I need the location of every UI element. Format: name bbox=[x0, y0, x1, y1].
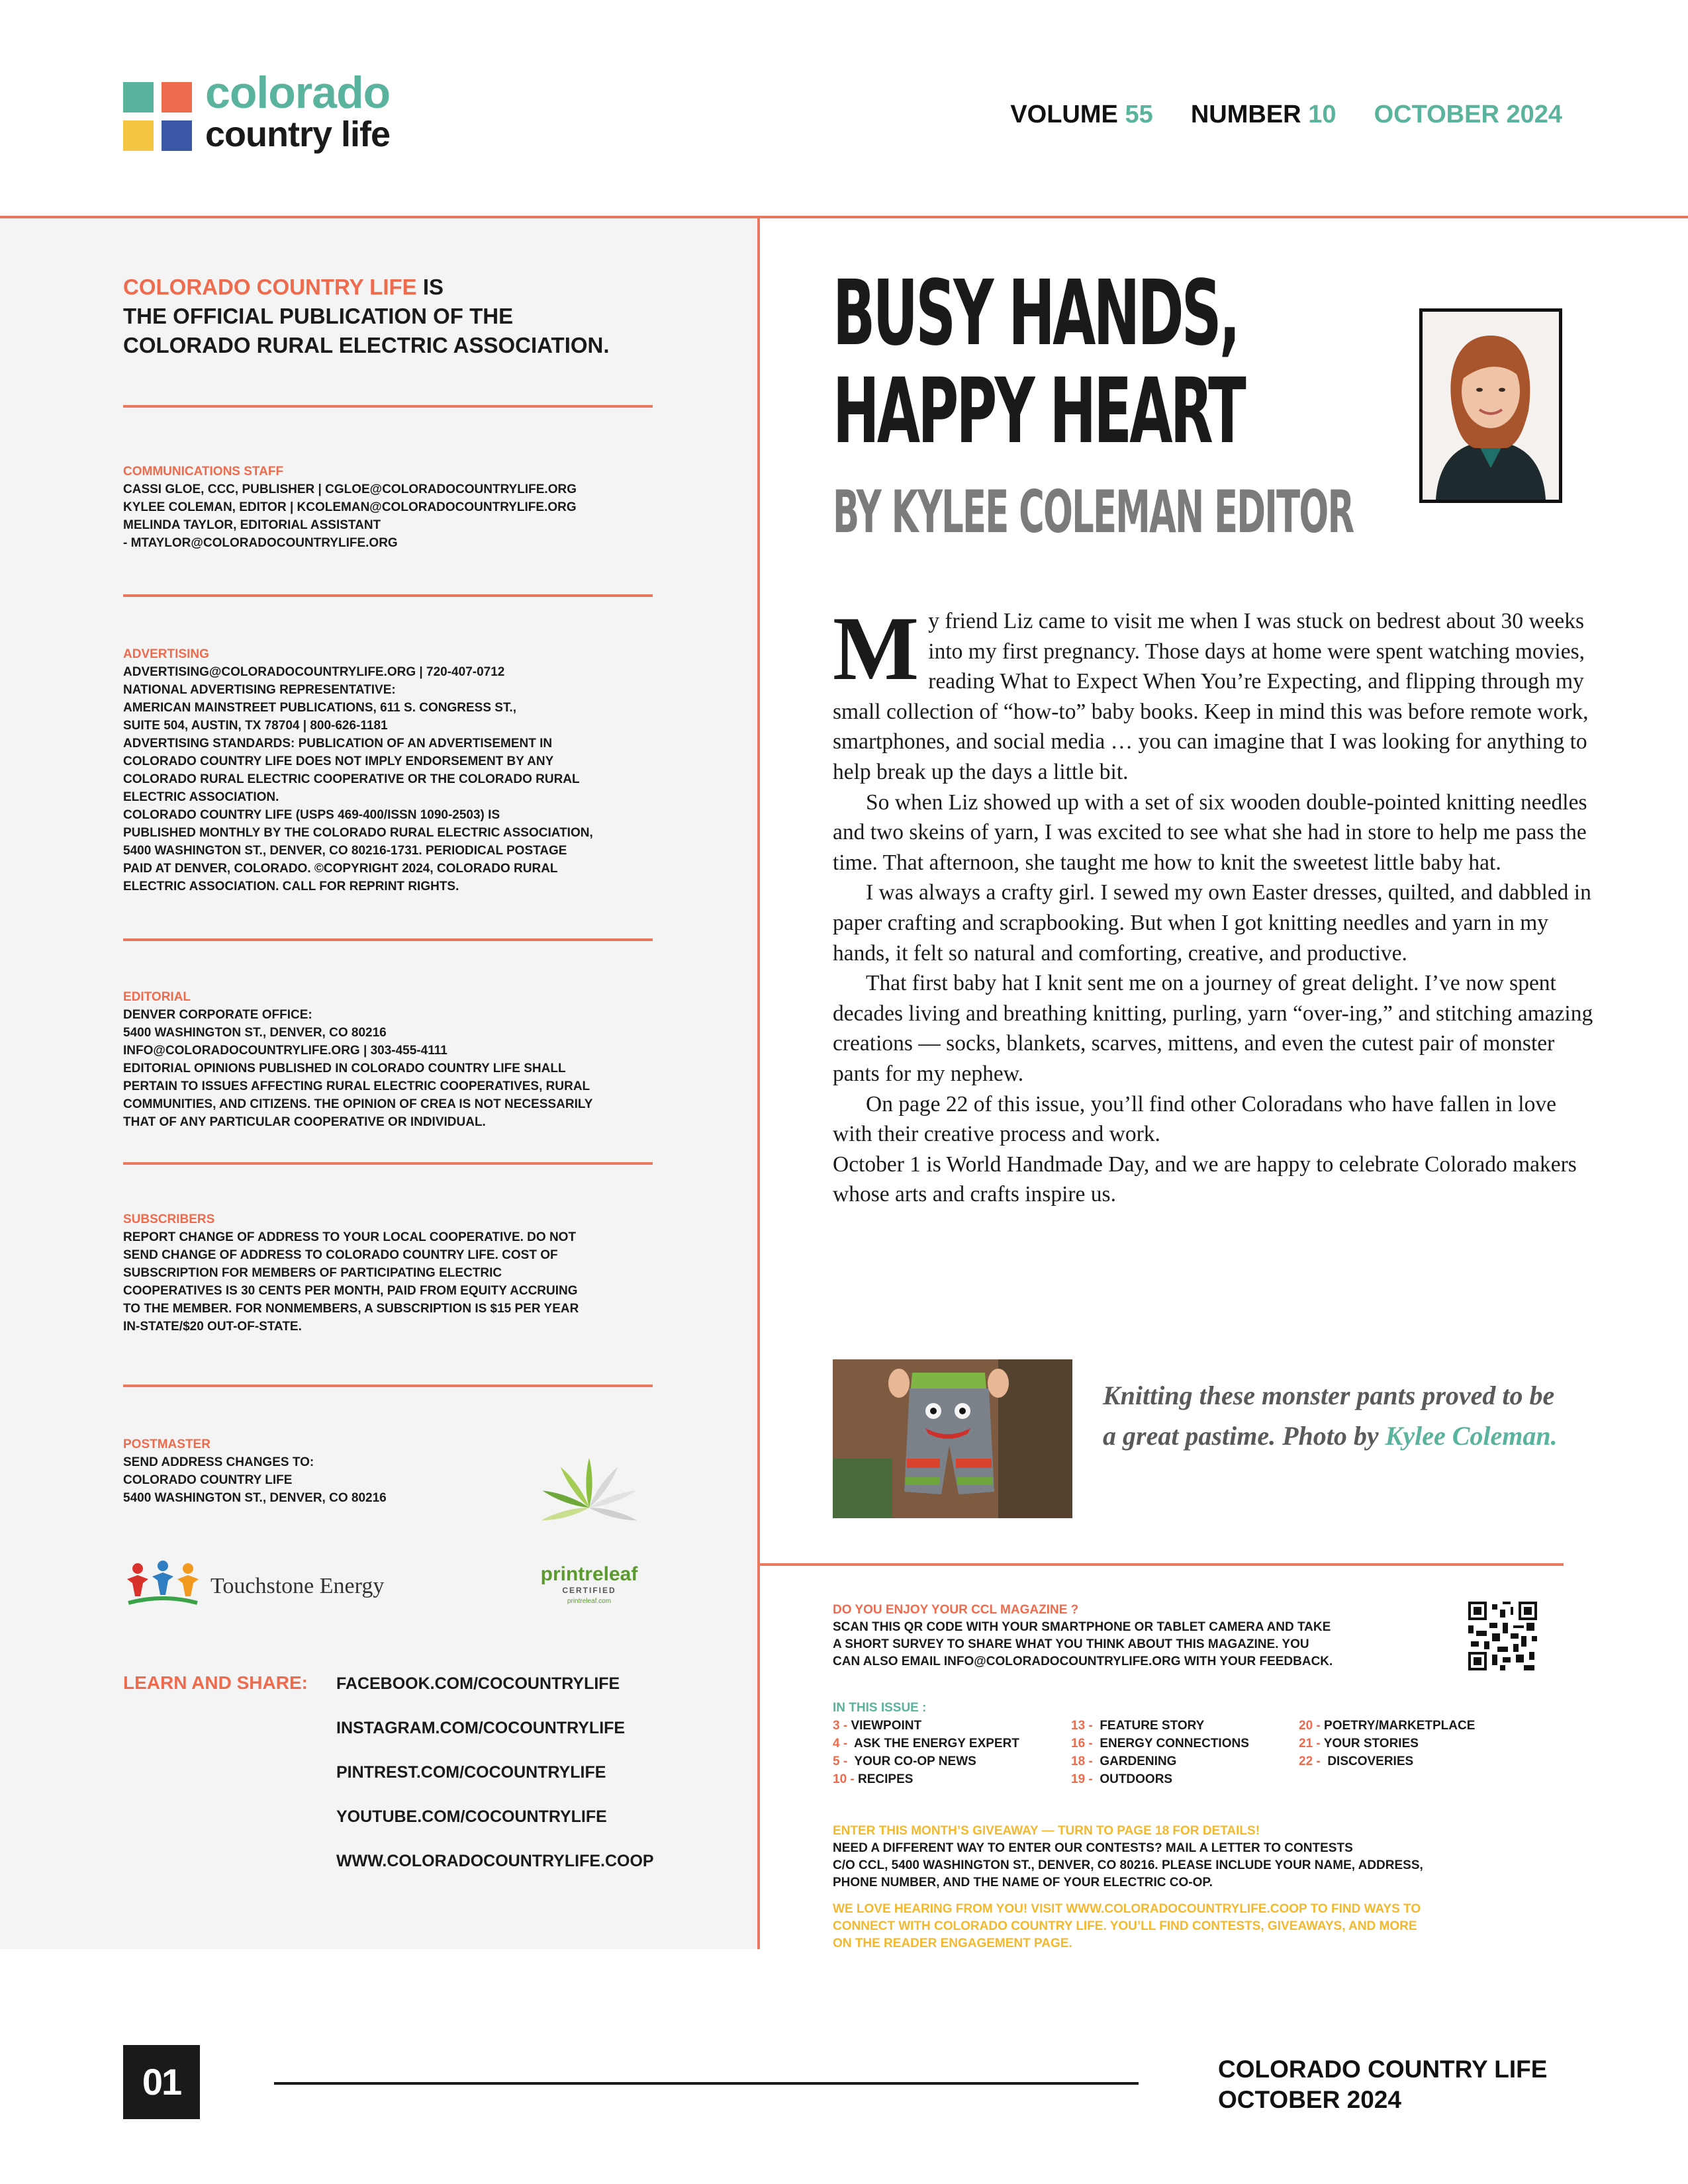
advertising-line: SUITE 504, AUSTIN, TX 78704 | 800-626-1181 bbox=[123, 719, 388, 733]
toc-title: ENERGY CONNECTIONS bbox=[1100, 1737, 1249, 1751]
toc-item bbox=[1071, 1717, 1249, 1735]
toc-column-1 bbox=[833, 1717, 1019, 1788]
official-text-1: IS bbox=[416, 275, 444, 299]
toc-item bbox=[833, 1770, 1019, 1788]
editorial-line: EDITORIAL OPINIONS PUBLISHED IN COLORADO COUNTRY LIFE SHALL bbox=[123, 1062, 566, 1075]
advertising-section bbox=[123, 646, 673, 895]
headline-line-1: BUSY HANDS, bbox=[833, 261, 1239, 366]
advertising-line: PUBLISHED MONTHLY BY THE COLORADO RURAL ELECTRIC ASSOCIATION, bbox=[123, 826, 593, 840]
volume-value: 55 bbox=[1125, 101, 1153, 128]
social-link-pinterest[interactable]: PINTREST.COM/COCOUNTRYLIFE bbox=[336, 1763, 606, 1782]
subscribers-line: IN-STATE/$20 OUT-OF-STATE. bbox=[123, 1320, 302, 1334]
editorial-section bbox=[123, 989, 673, 1131]
advertising-line: COLORADO RURAL ELECTRIC COOPERATIVE OR THE COLORADO RURAL bbox=[123, 772, 580, 786]
toc-page-number: 13 - bbox=[1071, 1719, 1093, 1733]
article-paragraph: October 1 is World Handmade Day, and we are happy to celebrate Colorado makers whose arts and crafts inspire us. bbox=[833, 1152, 1577, 1207]
logo-text-line2: country life bbox=[205, 114, 391, 154]
toc-item bbox=[1299, 1752, 1475, 1770]
leaf-icon bbox=[530, 1448, 649, 1561]
monster-pants-photo bbox=[833, 1359, 1072, 1518]
toc-item bbox=[1071, 1735, 1249, 1752]
staff-line: MELINDA TAYLOR, EDITORIAL ASSISTANT bbox=[123, 518, 381, 532]
advertising-line: PAID AT DENVER, COLORADO. ©COPYRIGHT 2024, COLORADO RURAL bbox=[123, 862, 558, 876]
article-paragraph: That first baby hat I knit sent me on a journey of great delight. I’ve now spent decades living and breathing knitting, purling, yarn “over-ing,” and stitching amazing creations — socks, blankets, scarves, mittens, and even the cutest pair of monster pants for my nephew. bbox=[833, 971, 1593, 1086]
editorial-heading: EDITORIAL bbox=[123, 990, 191, 1004]
toc-heading-text: IN THIS ISSUE : bbox=[833, 1701, 927, 1715]
left-divider bbox=[123, 594, 653, 597]
toc-column-3 bbox=[1299, 1717, 1475, 1770]
monster-pants-image bbox=[833, 1359, 1072, 1518]
footer-title bbox=[1218, 2054, 1547, 2115]
footer-publication: COLORADO COUNTRY LIFE bbox=[1218, 2056, 1548, 2083]
article-byline: BY KYLEE COLEMAN EDITOR bbox=[833, 478, 1354, 546]
article-paragraph: I was always a crafty girl. I sewed my own Easter dresses, quilted, and dabbled in paper crafting and scrapbooking. But when I got knitting needles and yarn in my hands, it felt so natural and comforting, creative, and productive. bbox=[833, 880, 1591, 966]
caption-credit: Kylee Coleman. bbox=[1385, 1421, 1558, 1451]
toc-title: DISCOVERIES bbox=[1327, 1754, 1414, 1768]
volume-label: VOLUME bbox=[1010, 101, 1118, 128]
editorial-line: THAT OF ANY PARTICULAR COOPERATIVE OR INDIVIDUAL. bbox=[123, 1115, 486, 1129]
issue-date: OCTOBER 2024 bbox=[1374, 101, 1562, 128]
touchstone-energy-logo bbox=[123, 1559, 401, 1612]
left-divider bbox=[123, 938, 653, 941]
issue-info bbox=[1010, 98, 1562, 131]
editorial-line: DENVER CORPORATE OFFICE: bbox=[123, 1008, 312, 1022]
advertising-line: AMERICAN MAINSTREET PUBLICATIONS, 611 S. CONGRESS ST., bbox=[123, 701, 517, 715]
survey-line: CAN ALSO EMAIL INFO@COLORADOCOUNTRYLIFE.ORG WITH YOUR FEEDBACK. bbox=[833, 1655, 1333, 1668]
toc-page-number: 21 - bbox=[1299, 1737, 1321, 1751]
survey-section bbox=[833, 1602, 1442, 1670]
toc-item bbox=[1299, 1735, 1475, 1752]
toc-item bbox=[1071, 1770, 1249, 1788]
toc-column-2 bbox=[1071, 1717, 1249, 1788]
toc-title: YOUR CO-OP NEWS bbox=[854, 1754, 976, 1768]
staff-heading: COMMUNICATIONS STAFF bbox=[123, 465, 284, 478]
people-icon bbox=[123, 1559, 203, 1612]
toc-title: ASK THE ENERGY EXPERT bbox=[854, 1737, 1019, 1751]
number-value: 10 bbox=[1308, 101, 1336, 128]
engagement-line: WE LOVE HEARING FROM YOU! VISIT WWW.COLORADOCOUNTRYLIFE.COOP TO FIND WAYS TO bbox=[833, 1902, 1421, 1916]
giveaway-heading: ENTER THIS MONTH’S GIVEAWAY — TURN TO PAGE 18 FOR DETAILS! bbox=[833, 1824, 1260, 1838]
postmaster-line: 5400 WASHINGTON ST., DENVER, CO 80216 bbox=[123, 1491, 387, 1505]
left-divider bbox=[123, 405, 653, 408]
survey-line: A SHORT SURVEY TO SHARE WHAT YOU THINK ABOUT THIS MAGAZINE. YOU bbox=[833, 1637, 1309, 1651]
editorial-line: 5400 WASHINGTON ST., DENVER, CO 80216 bbox=[123, 1026, 387, 1040]
staff-line: - MTAYLOR@COLORADOCOUNTRYLIFE.ORG bbox=[123, 536, 398, 550]
logo-square-blue bbox=[162, 120, 192, 151]
postmaster-line: SEND ADDRESS CHANGES TO: bbox=[123, 1455, 314, 1469]
number-label: NUMBER bbox=[1190, 101, 1301, 128]
advertising-line: ADVERTISING@COLORADOCOUNTRYLIFE.ORG | 720-407-0712 bbox=[123, 665, 505, 679]
toc-item bbox=[833, 1752, 1019, 1770]
toc-item bbox=[833, 1717, 1019, 1735]
advertising-line: ELECTRIC ASSOCIATION. CALL FOR REPRINT RIGHTS. bbox=[123, 880, 459, 893]
footer-rule bbox=[274, 2082, 1139, 2085]
headline-line-2: HAPPY HEART bbox=[833, 359, 1244, 464]
toc-page-number: 19 - bbox=[1071, 1772, 1093, 1786]
contest-line: C/O CCL, 5400 WASHINGTON ST., DENVER, CO 80216. PLEASE INCLUDE YOUR NAME, ADDRESS, bbox=[833, 1858, 1423, 1872]
toc-page-number: 5 - bbox=[833, 1754, 848, 1768]
article-paragraph: So when Liz showed up with a set of six wooden double-pointed knitting needles and two skeins of yarn, I was excited to see what she had in store to help me pass the time. That afternoon, she taught me how to knit the sweetest little baby hat. bbox=[833, 790, 1587, 875]
toc-heading bbox=[833, 1700, 926, 1717]
paragraph-1-text: y friend Liz came to visit me when I was stuck on bedrest about 30 weeks into my first pregnancy. Those days at home were spent watching movies, reading What to Expect When You’re Expecting, and flipping through my small collection of “how-to” baby books. Keep in mind this was before remote work, smartphones, and social media … you can imagine that I was looking for anything to help break up the days a little bit. bbox=[833, 609, 1589, 784]
logo-square-teal bbox=[123, 82, 154, 113]
staff-line: KYLEE COLEMAN, EDITOR | KCOLEMAN@COLORADOCOUNTRYLIFE.ORG bbox=[123, 500, 577, 514]
toc-page-number: 4 - bbox=[833, 1737, 848, 1751]
advertising-line: NATIONAL ADVERTISING REPRESENTATIVE: bbox=[123, 683, 396, 697]
advertising-line: COLORADO COUNTRY LIFE (USPS 469-400/ISSN 1090-2503) IS bbox=[123, 808, 500, 822]
toc-item bbox=[1071, 1752, 1249, 1770]
column-divider bbox=[757, 218, 760, 1949]
subscribers-line: SEND CHANGE OF ADDRESS TO COLORADO COUNTRY LIFE. COST OF bbox=[123, 1248, 558, 1262]
touchstone-label: Touchstone Energy bbox=[211, 1574, 385, 1598]
engagement-line: CONNECT WITH COLORADO COUNTRY LIFE. YOU’LL FIND CONTESTS, GIVEAWAYS, AND MORE bbox=[833, 1919, 1417, 1933]
toc-page-number: 18 - bbox=[1071, 1754, 1093, 1768]
caption-text: Knitting these monster pants proved to be a great pastime. Photo by bbox=[1103, 1381, 1555, 1451]
toc-page-number: 22 - bbox=[1299, 1754, 1321, 1768]
printreleaf-sub: CERTIFIED bbox=[562, 1586, 616, 1595]
toc-page-number: 3 - bbox=[833, 1719, 848, 1733]
survey-qr-code[interactable] bbox=[1468, 1602, 1537, 1670]
toc-page-number: 20 - bbox=[1299, 1719, 1321, 1733]
official-text-2: THE OFFICIAL PUBLICATION OF THE bbox=[123, 304, 514, 328]
advertising-line: ELECTRIC ASSOCIATION. bbox=[123, 790, 279, 804]
toc-item bbox=[1299, 1717, 1475, 1735]
editor-portrait bbox=[1419, 308, 1562, 503]
contest-section bbox=[833, 1823, 1561, 1891]
staff-line: CASSI GLOE, CCC, PUBLISHER | CGLOE@COLORADOCOUNTRYLIFE.ORG bbox=[123, 482, 577, 496]
official-statement bbox=[123, 273, 719, 360]
qr-code-icon bbox=[1468, 1602, 1537, 1670]
left-divider bbox=[123, 1385, 653, 1387]
editor-photo bbox=[1423, 312, 1559, 500]
toc-page-number: 10 - bbox=[833, 1772, 855, 1786]
toc-title: VIEWPOINT bbox=[851, 1719, 922, 1733]
staff-section bbox=[123, 463, 673, 552]
editorial-line: COMMUNITIES, AND CITIZENS. THE OPINION OF CREA IS NOT NECESSARILY bbox=[123, 1097, 593, 1111]
engagement-line: ON THE READER ENGAGEMENT PAGE. bbox=[833, 1936, 1072, 1950]
article-body bbox=[833, 598, 1594, 1210]
toc-title: YOUR STORIES bbox=[1323, 1737, 1419, 1751]
logo-mark bbox=[123, 82, 193, 152]
logo-square-coral bbox=[162, 82, 192, 113]
contest-line: PHONE NUMBER, AND THE NAME OF YOUR ELECTRIC CO-OP. bbox=[833, 1876, 1213, 1889]
article-paragraph bbox=[833, 598, 1594, 788]
reader-engagement-note bbox=[833, 1901, 1561, 1952]
toc-title: POETRY/MARKETPLACE bbox=[1324, 1719, 1476, 1733]
survey-line: SCAN THIS QR CODE WITH YOUR SMARTPHONE OR TABLET CAMERA AND TAKE bbox=[833, 1620, 1331, 1634]
social-link-youtube[interactable]: YOUTUBE.COM/COCOUNTRYLIFE bbox=[336, 1807, 607, 1826]
social-link-instagram[interactable]: INSTAGRAM.COM/COCOUNTRYLIFE bbox=[336, 1719, 626, 1737]
contest-line: NEED A DIFFERENT WAY TO ENTER OUR CONTESTS? MAIL A LETTER TO CONTESTS bbox=[833, 1841, 1353, 1855]
toc-title: FEATURE STORY bbox=[1100, 1719, 1205, 1733]
subscribers-line: TO THE MEMBER. FOR NONMEMBERS, A SUBSCRIPTION IS $15 PER YEAR bbox=[123, 1302, 579, 1316]
printreleaf-logo bbox=[530, 1448, 649, 1607]
photo-caption bbox=[1103, 1375, 1566, 1456]
postmaster-section bbox=[123, 1436, 494, 1507]
postmaster-line: COLORADO COUNTRY LIFE bbox=[123, 1473, 293, 1487]
social-link-website[interactable]: WWW.COLORADOCOUNTRYLIFE.COOP bbox=[336, 1852, 654, 1870]
drop-cap: M bbox=[833, 598, 919, 699]
advertising-heading: ADVERTISING bbox=[123, 647, 209, 661]
advertising-line: COLORADO COUNTRY LIFE DOES NOT IMPLY ENDORSEMENT BY ANY bbox=[123, 754, 554, 768]
article-paragraph: On page 22 of this issue, you’ll find other Coloradans who have fallen in love with their creative process and work. bbox=[833, 1091, 1556, 1147]
official-accent: COLORADO COUNTRY LIFE bbox=[123, 275, 417, 299]
printreleaf-url: printreleaf.com bbox=[567, 1598, 612, 1605]
editorial-line: INFO@COLORADOCOUNTRYLIFE.ORG | 303-455-4111 bbox=[123, 1044, 447, 1058]
subscribers-heading: SUBSCRIBERS bbox=[123, 1212, 215, 1226]
postmaster-heading: POSTMASTER bbox=[123, 1437, 211, 1451]
logo-text-line1: colorado bbox=[205, 68, 391, 118]
subscribers-section bbox=[123, 1211, 673, 1336]
advertising-line: 5400 WASHINGTON ST., DENVER, CO 80216-1731. PERIODICAL POSTAGE bbox=[123, 844, 567, 858]
subscribers-line: SUBSCRIPTION FOR MEMBERS OF PARTICIPATING ELECTRIC bbox=[123, 1266, 502, 1280]
social-link-facebook[interactable]: FACEBOOK.COM/COCOUNTRYLIFE bbox=[336, 1674, 620, 1693]
official-text-3: COLORADO RURAL ELECTRIC ASSOCIATION. bbox=[123, 333, 610, 357]
right-divider bbox=[760, 1563, 1564, 1566]
toc-title: RECIPES bbox=[858, 1772, 914, 1786]
subscribers-line: REPORT CHANGE OF ADDRESS TO YOUR LOCAL COOPERATIVE. DO NOT bbox=[123, 1230, 577, 1244]
subscribers-line: COOPERATIVES IS 30 CENTS PER MONTH, PAID FROM EQUITY ACCRUING bbox=[123, 1284, 578, 1298]
survey-heading: DO YOU ENJOY YOUR CCL MAGAZINE ? bbox=[833, 1603, 1079, 1617]
advertising-line: ADVERTISING STANDARDS: PUBLICATION OF AN ADVERTISEMENT IN bbox=[123, 737, 553, 751]
toc-page-number: 16 - bbox=[1071, 1737, 1093, 1751]
left-divider bbox=[123, 1162, 653, 1165]
toc-item bbox=[833, 1735, 1019, 1752]
printreleaf-label: printreleaf bbox=[540, 1563, 638, 1585]
editorial-line: PERTAIN TO ISSUES AFFECTING RURAL ELECTRIC COOPERATIVES, RURAL bbox=[123, 1079, 590, 1093]
logo-square-yellow bbox=[123, 120, 154, 151]
toc-title: OUTDOORS bbox=[1100, 1772, 1173, 1786]
learn-and-share-label: LEARN AND SHARE: bbox=[123, 1672, 308, 1693]
article-headline bbox=[833, 261, 1244, 464]
page-number: 01 bbox=[123, 2045, 200, 2119]
toc-title: GARDENING bbox=[1100, 1754, 1177, 1768]
footer-date: OCTOBER 2024 bbox=[1218, 2086, 1401, 2113]
